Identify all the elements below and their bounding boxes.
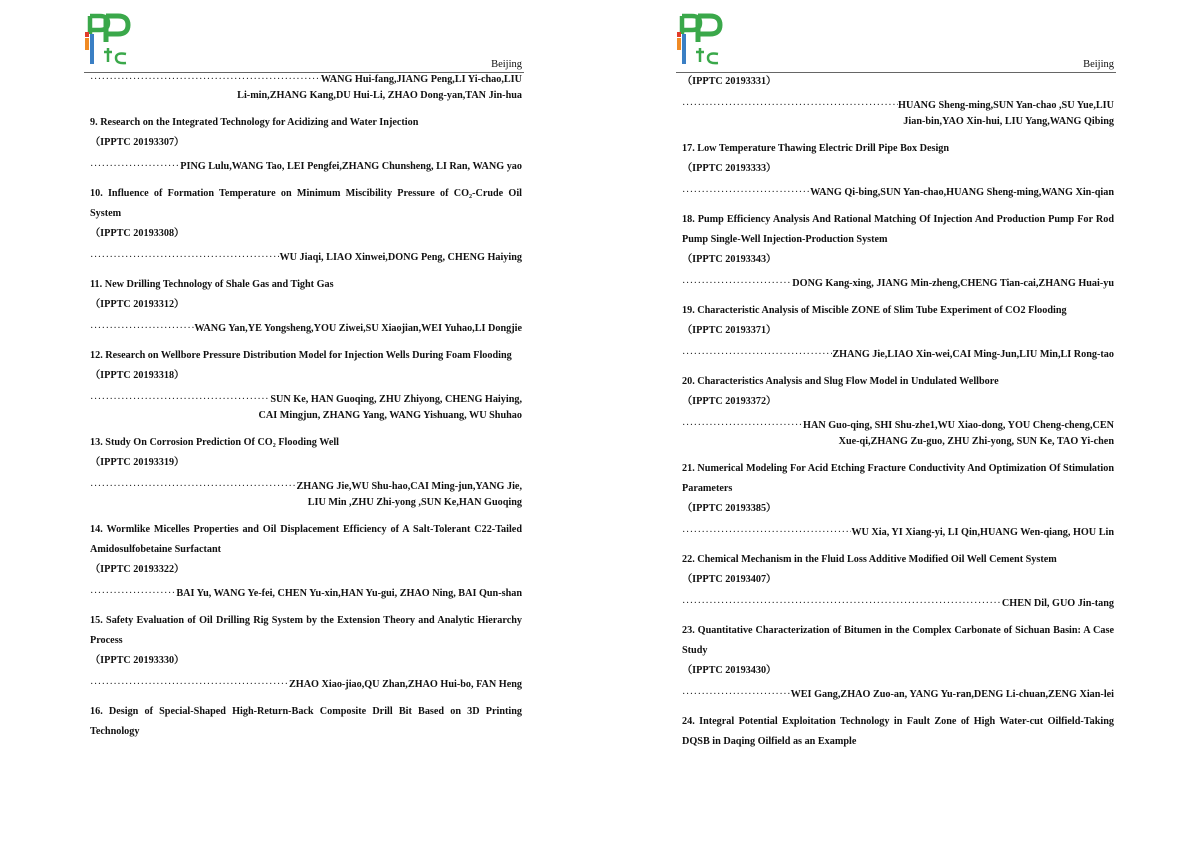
toc-entry bbox=[682, 712, 1114, 752]
entry-code: （IPPTC 20193333） bbox=[682, 163, 777, 174]
entry-authors: ····· CHEN Dil, GUO Jin-tang bbox=[682, 596, 1114, 612]
entry-authors: ····· ZHANG Jie,WU Shu-hao,CAI Ming-jun,YANG Jie, LIU Min ,ZHU Zhi-yong ,SUN Ke,HAN Guoqing bbox=[90, 479, 522, 511]
entry-authors: ····· WU Jiaqi, LIAO Xinwei,DONG Peng, CHENG Haiying bbox=[90, 250, 522, 266]
entry-title: 23. Quantitative Characterization of Bitumen in the Complex Carbonate of Sichuan Basin: A Case Study bbox=[682, 625, 1114, 656]
entry-authors: ····· WANG Hui-fang,JIANG Peng,LI Yi-chao,LIU Li-min,ZHANG Kang,DU Hui-Li, ZHAO Dong-yan,TAN Jin-hua bbox=[90, 72, 522, 104]
toc-entry bbox=[90, 72, 522, 104]
header-city: Beijing bbox=[1083, 59, 1114, 70]
toc-entry bbox=[682, 210, 1114, 292]
toc-list bbox=[90, 72, 522, 742]
entry-authors: ····· WEI Gang,ZHAO Zuo-an, YANG Yu-ran,DENG Li-chuan,ZENG Xian-lei bbox=[682, 687, 1114, 703]
entry-code: （IPPTC 20193322） bbox=[90, 564, 185, 575]
entry-title: 16. Design of Special-Shaped High-Return-Back Composite Drill Bit Based on 3D Printing Technology bbox=[90, 706, 522, 737]
entry-code: （IPPTC 20193371） bbox=[682, 325, 777, 336]
ipptc-logo-icon bbox=[676, 12, 726, 68]
entry-title: 19. Characteristic Analysis of Miscible ZONE of Slim Tube Experiment of CO2 Flooding bbox=[682, 305, 1067, 316]
entry-code: （IPPTC 20193430） bbox=[682, 665, 777, 676]
page-header bbox=[84, 12, 524, 73]
left-page bbox=[84, 0, 544, 842]
entry-title: 20. Characteristics Analysis and Slug Flow Model in Undulated Wellbore bbox=[682, 376, 999, 387]
entry-title: 14. Wormlike Micelles Properties and Oil Displacement Efficiency of A Salt-Tolerant C22-Tailed Amidosulfobetaine Surfactant bbox=[90, 524, 522, 555]
entry-code: （IPPTC 20193343） bbox=[682, 254, 777, 265]
entry-code: （IPPTC 20193307） bbox=[90, 137, 185, 148]
entry-title: 22. Chemical Mechanism in the Fluid Loss Additive Modified Oil Well Cement System bbox=[682, 554, 1057, 565]
ipptc-logo-icon bbox=[84, 12, 134, 68]
toc-entry bbox=[90, 520, 522, 602]
entry-authors: ····· WU Xia, YI Xiang-yi, LI Qin,HUANG Wen-qiang, HOU Lin bbox=[682, 525, 1114, 541]
entry-title: 17. Low Temperature Thawing Electric Drill Pipe Box Design bbox=[682, 143, 950, 154]
toc-entry bbox=[90, 433, 522, 511]
entry-authors: ····· HUANG Sheng-ming,SUN Yan-chao ,SU Yue,LIU Jian-bin,YAO Xin-hui, LIU Yang,WANG Qibing bbox=[682, 98, 1114, 130]
entry-title: 21. Numerical Modeling For Acid Etching Fracture Conductivity And Optimization Of Stimulation Parameters bbox=[682, 463, 1114, 494]
entry-title: 24. Integral Potential Exploitation Technology in Fault Zone of High Water-cut Oilfield-Taking DQSB in Daqing Oilfield as an Example bbox=[682, 716, 1114, 747]
toc-entry bbox=[682, 372, 1114, 450]
entry-authors: ····· PING Lulu,WANG Tao, LEI Pengfei,ZHANG Chunsheng, LI Ran, WANG yao bbox=[90, 159, 522, 175]
toc-entry bbox=[682, 98, 1114, 130]
entry-code: （IPPTC 20193330） bbox=[90, 655, 185, 666]
entry-title: 9. Research on the Integrated Technology for Acidizing and Water Injection bbox=[90, 117, 419, 128]
toc-list bbox=[682, 72, 1114, 752]
entry-code: （IPPTC 20193318） bbox=[90, 370, 185, 381]
entry-authors: ····· ZHAO Xiao-jiao,QU Zhan,ZHAO Hui-bo, FAN Heng bbox=[90, 677, 522, 693]
entry-authors: ····· WANG Yan,YE Yongsheng,YOU Ziwei,SU Xiaojian,WEI Yuhao,LI Dongjie bbox=[90, 321, 522, 337]
toc-entry bbox=[90, 184, 522, 266]
entry-code: （IPPTC 20193407） bbox=[682, 574, 777, 585]
toc-entry bbox=[90, 611, 522, 693]
entry-title: 10. Influence of Formation Temperature on Minimum Miscibility Pressure of CO₂-Crude Oil System bbox=[90, 188, 522, 219]
toc-entry bbox=[682, 459, 1114, 541]
toc-entry bbox=[682, 139, 1114, 201]
toc-entry bbox=[90, 702, 522, 742]
toc-entry bbox=[682, 621, 1114, 703]
entry-authors: ····· SUN Ke, HAN Guoqing, ZHU Zhiyong, CHENG Haiying, CAI Mingjun, ZHANG Yang, WANG Yishuang, WU Shuhao bbox=[90, 392, 522, 424]
entry-authors: ····· WANG Qi-bing,SUN Yan-chao,HUANG Sheng-ming,WANG Xin-qian bbox=[682, 185, 1114, 201]
entry-authors: ····· DONG Kang-xing, JIANG Min-zheng,CHENG Tian-cai,ZHANG Huai-yu bbox=[682, 276, 1114, 292]
entry-authors: ····· BAI Yu, WANG Ye-fei, CHEN Yu-xin,HAN Yu-gui, ZHAO Ning, BAI Qun-shan bbox=[90, 586, 522, 602]
entry-code: （IPPTC 20193331） bbox=[682, 76, 777, 87]
page-header bbox=[676, 12, 1116, 73]
entry-code: （IPPTC 20193308） bbox=[90, 228, 185, 239]
entry-title: 18. Pump Efficiency Analysis And Rational Matching Of Injection And Production Pump For Rod Pump Single-Well Injection-Production System bbox=[682, 214, 1114, 245]
entry-code: （IPPTC 20193372） bbox=[682, 396, 777, 407]
toc-entry bbox=[90, 275, 522, 337]
entry-title: 11. New Drilling Technology of Shale Gas and Tight Gas bbox=[90, 279, 334, 290]
toc-entry bbox=[90, 346, 522, 424]
entry-title: 13. Study On Corrosion Prediction Of CO₂ Flooding Well bbox=[90, 437, 339, 448]
entry-title: 15. Safety Evaluation of Oil Drilling Rig System by the Extension Theory and Analytic Hierarchy Process bbox=[90, 615, 522, 646]
right-page bbox=[676, 0, 1136, 842]
entry-authors: ····· HAN Guo-qing, SHI Shu-zhe1,WU Xiao-dong, YOU Cheng-cheng,CEN Xue-qi,ZHANG Zu-guo, ZHU Zhi-yong, SUN Ke, TAO Yi-chen bbox=[682, 418, 1114, 450]
header-city: Beijing bbox=[491, 59, 522, 70]
entry-code: （IPPTC 20193319） bbox=[90, 457, 185, 468]
entry-code: （IPPTC 20193312） bbox=[90, 299, 185, 310]
toc-entry bbox=[90, 113, 522, 175]
entry-title: 12. Research on Wellbore Pressure Distribution Model for Injection Wells During Foam Flooding bbox=[90, 350, 512, 361]
toc-entry bbox=[682, 301, 1114, 363]
entry-authors: ····· ZHANG Jie,LIAO Xin-wei,CAI Ming-Jun,LIU Min,LI Rong-tao bbox=[682, 347, 1114, 363]
entry-code: （IPPTC 20193385） bbox=[682, 503, 777, 514]
toc-entry bbox=[682, 550, 1114, 612]
